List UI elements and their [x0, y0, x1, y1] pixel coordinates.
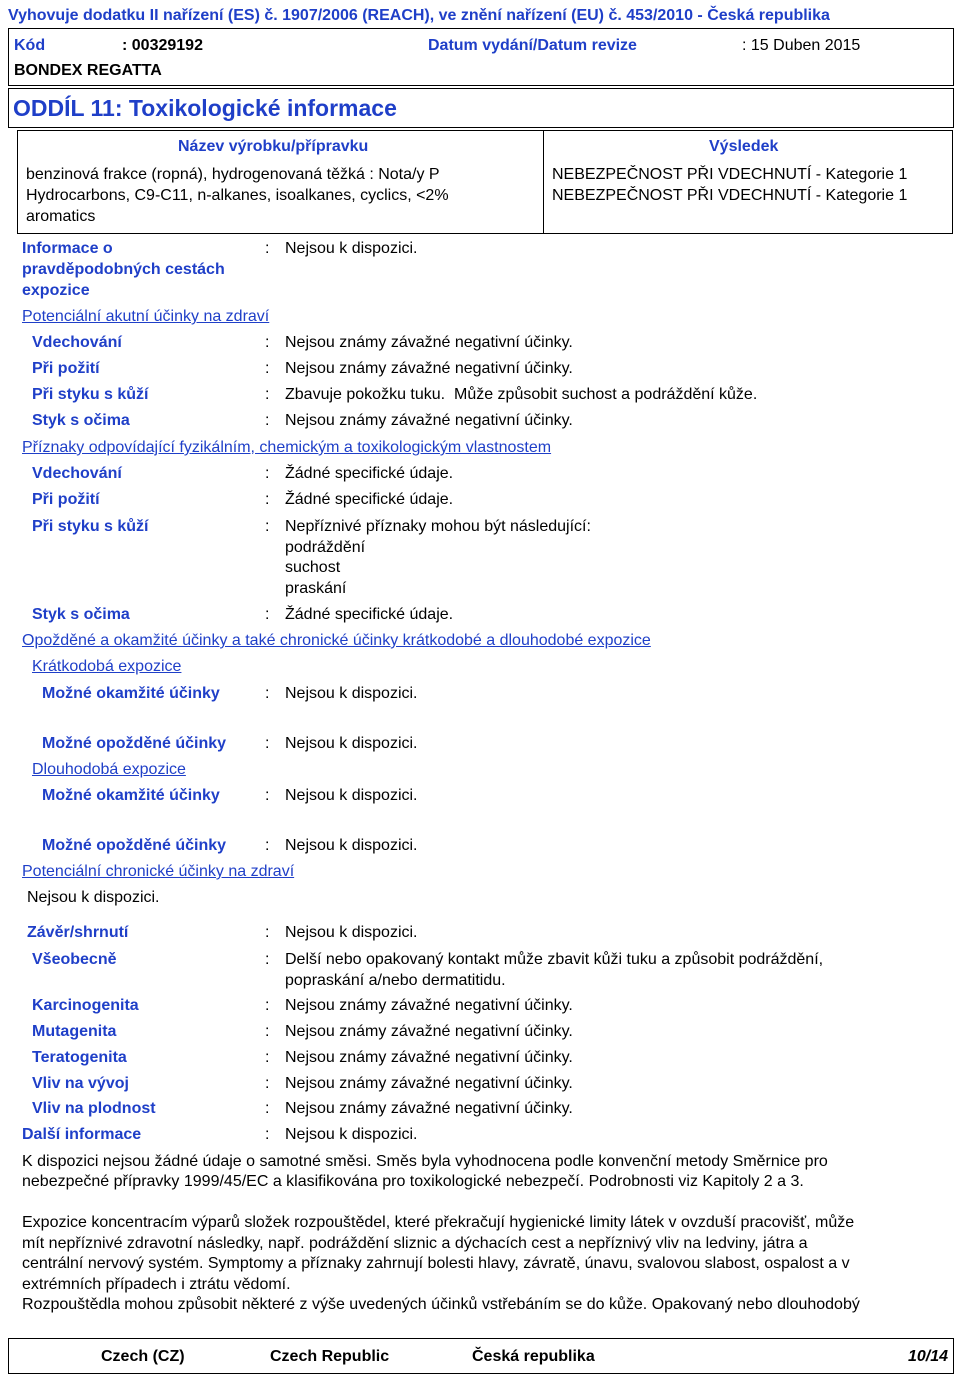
symptoms-value: Žádné specifické údaje.: [285, 606, 454, 623]
colon: :: [265, 787, 270, 804]
table-header-product: Název výrobku/přípravku: [178, 138, 369, 155]
symptoms-value: Nepříznivé příznaky mohou být následující:: [285, 518, 591, 535]
page-number: 10/14: [908, 1348, 949, 1365]
colon: :: [265, 735, 270, 752]
paragraph-line: mít nepříznivé zdravotní následky, např. podráždění sliznic a dýchacích cest a nepříznivý vliv na ledviny, játra a: [22, 1235, 808, 1252]
colon: :: [265, 240, 270, 257]
short-immediate-value: Nejsou k dispozici.: [285, 685, 418, 702]
footer-country-cz: Česká republika: [472, 1348, 595, 1365]
acute-value: Nejsou známy závažné negativní účinky.: [285, 412, 573, 429]
colon: :: [265, 412, 270, 429]
date-value: : 15 Duben 2015: [742, 37, 861, 54]
colon: :: [265, 1100, 270, 1117]
colon: :: [265, 465, 270, 482]
summary-value: Nejsou známy závažné negativní účinky.: [285, 1075, 573, 1092]
short-delayed-label: Možné opožděné účinky: [42, 735, 227, 752]
colon: :: [265, 1126, 270, 1143]
acute-value: Zbavuje pokožku tuku. Může způsobit suchost a podráždění kůže.: [285, 386, 758, 403]
exposure-label: pravděpodobných cestách: [22, 261, 225, 278]
table-header-result: Výsledek: [709, 138, 779, 155]
delayed-heading: Opožděné a okamžité účinky a také chronické účinky krátkodobé a dlouhodobé expozice: [22, 632, 651, 649]
colon: :: [265, 491, 270, 508]
summary-label: Všeobecně: [32, 951, 117, 968]
colon: :: [265, 997, 270, 1014]
table-result: NEBEZPEČNOST PŘI VDECHNUTÍ - Kategorie 1: [552, 187, 908, 204]
colon: :: [265, 924, 270, 941]
symptoms-label: Styk s očima: [32, 606, 130, 623]
table-product-line: aromatics: [26, 208, 96, 225]
table-result: NEBEZPEČNOST PŘI VDECHNUTÍ - Kategorie 1: [552, 166, 908, 183]
paragraph-line: centrální nervový systém. Symptomy a příznaky zahrnují bolesti hlavy, závratě, únavu, svalovou slabost, ospalost a v: [22, 1255, 850, 1272]
summary-value: Nejsou známy závažné negativní účinky.: [285, 997, 573, 1014]
symptom-item: podráždění: [285, 539, 366, 556]
colon: :: [265, 1023, 270, 1040]
symptoms-value: Žádné specifické údaje.: [285, 465, 454, 482]
paragraph-line: Expozice koncentracím výparů složek rozpouštědel, které překračují hygienické limity látek v ovzduší pracovišť, může: [22, 1214, 855, 1231]
long-immediate-value: Nejsou k dispozici.: [285, 787, 418, 804]
acute-value: Nejsou známy závažné negativní účinky.: [285, 360, 573, 377]
long-delayed-value: Nejsou k dispozici.: [285, 837, 418, 854]
acute-heading: Potenciální akutní účinky na zdraví: [22, 308, 270, 325]
acute-label: Při styku s kůží: [32, 386, 149, 403]
table-product-line: benzinová frakce (ropná), hydrogenovaná těžká : Nota/y P: [26, 166, 440, 183]
short-term-heading: Krátkodobá expozice: [32, 658, 182, 675]
summary-label: Teratogenita: [32, 1049, 127, 1066]
colon: :: [265, 1075, 270, 1092]
exposure-label: expozice: [22, 282, 90, 299]
summary-label: Vliv na plodnost: [32, 1100, 156, 1117]
summary-value: Nejsou známy závažné negativní účinky.: [285, 1100, 573, 1117]
summary-label: Karcinogenita: [32, 997, 139, 1014]
colon: :: [265, 685, 270, 702]
long-delayed-label: Možné opožděné účinky: [42, 837, 227, 854]
summary-value: Delší nebo opakovaný kontakt může zbavit kůži tuku a způsobit podráždění,: [285, 951, 824, 968]
code-label: Kód: [14, 37, 46, 54]
exposure-label: Informace o: [22, 240, 113, 257]
chronic-heading: Potenciální chronické účinky na zdraví: [22, 863, 295, 880]
colon: :: [265, 837, 270, 854]
paragraph-line: Rozpouštědla mohou způsobit některé z výše uvedených účinků vstřebáním se do kůže. Opakovaný nebo dlouhodobý: [22, 1296, 860, 1313]
paragraph-line: K dispozici nejsou žádné údaje o samotné směsi. Směs byla vyhodnocena podle konvenční metody Směrnice pro: [22, 1153, 828, 1170]
summary-value: Nejsou známy závažné negativní účinky.: [285, 1049, 573, 1066]
symptoms-heading: Příznaky odpovídající fyzikálním, chemickým a toxikologickým vlastnostem: [22, 439, 552, 456]
colon: :: [265, 606, 270, 623]
paragraph-line: nebezpečné přípravky 1999/45/EC a klasifikována pro toxikologické nebezpečí. Podrobnosti viz Kapitoly 2 a 3.: [22, 1173, 804, 1190]
symptoms-label: Při požití: [32, 491, 100, 508]
short-delayed-value: Nejsou k dispozici.: [285, 735, 418, 752]
symptoms-value: Žádné specifické údaje.: [285, 491, 454, 508]
colon: :: [265, 334, 270, 351]
colon: :: [265, 951, 270, 968]
short-immediate-label: Možné okamžité účinky: [42, 685, 220, 702]
symptom-item: praskání: [285, 580, 347, 597]
table-divider: [543, 130, 544, 234]
regulation-line: Vyhovuje dodatku II nařízení (ES) č. 1907/2006 (REACH), ve znění nařízení (EU) č. 453/2010 - Česká republika: [8, 7, 830, 24]
summary-value: Nejsou k dispozici.: [285, 924, 418, 941]
symptoms-label: Vdechování: [32, 465, 122, 482]
colon: :: [265, 1049, 270, 1066]
chronic-text: Nejsou k dispozici.: [27, 889, 160, 906]
symptom-item: suchost: [285, 559, 341, 576]
long-immediate-label: Možné okamžité účinky: [42, 787, 220, 804]
other-info-value: Nejsou k dispozici.: [285, 1126, 418, 1143]
table-product-line: Hydrocarbons, C9-C11, n-alkanes, isoalkanes, cyclics, <2%: [26, 187, 449, 204]
colon: :: [265, 386, 270, 403]
colon: :: [265, 518, 270, 535]
acute-label: Vdechování: [32, 334, 122, 351]
acute-value: Nejsou známy závažné negativní účinky.: [285, 334, 573, 351]
summary-label: Mutagenita: [32, 1023, 117, 1040]
colon: :: [265, 360, 270, 377]
code-value: : 00329192: [122, 37, 203, 54]
exposure-value: Nejsou k dispozici.: [285, 240, 418, 257]
summary-label: Závěr/shrnutí: [27, 924, 129, 941]
paragraph-line: extrémních případech i ztrátu vědomí.: [22, 1276, 291, 1293]
footer-country-en: Czech Republic: [270, 1348, 390, 1365]
long-term-heading: Dlouhodobá expozice: [32, 761, 186, 778]
other-info-label: Další informace: [22, 1126, 142, 1143]
date-label: Datum vydání/Datum revize: [428, 37, 637, 54]
section-title: ODDÍL 11: Toxikologické informace: [13, 95, 397, 121]
symptoms-label: Při styku s kůží: [32, 518, 149, 535]
acute-label: Při požití: [32, 360, 100, 377]
summary-value: Nejsou známy závažné negativní účinky.: [285, 1023, 573, 1040]
product-name: BONDEX REGATTA: [14, 62, 162, 79]
acute-label: Styk s očima: [32, 412, 130, 429]
summary-value-continued: popraskání a/nebo dermatitidu.: [285, 972, 506, 989]
summary-label: Vliv na vývoj: [32, 1075, 129, 1092]
footer-language: Czech (CZ): [101, 1348, 185, 1365]
